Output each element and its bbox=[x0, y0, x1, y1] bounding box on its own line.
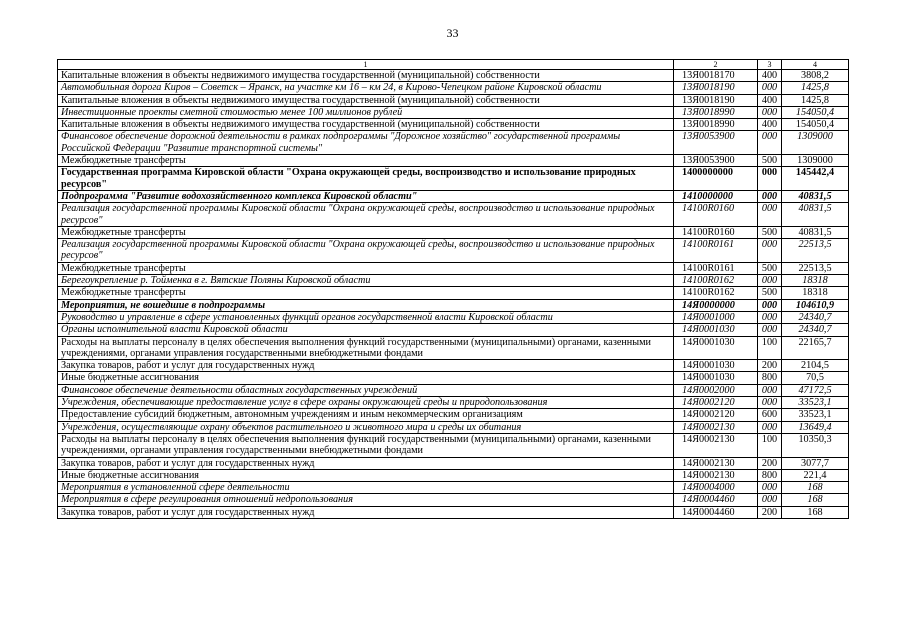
table-row bbox=[58, 262, 849, 274]
table-row bbox=[58, 324, 849, 336]
table-header-row bbox=[58, 60, 849, 70]
page-number: 33 bbox=[446, 26, 459, 40]
table-row bbox=[58, 167, 849, 191]
row-code-cell: 13Я0018190 bbox=[674, 82, 758, 94]
row-amount-cell: 1309000 bbox=[782, 131, 849, 155]
table-row bbox=[58, 70, 849, 82]
row-code-cell: 13Я0018170 bbox=[674, 70, 758, 82]
table-row bbox=[58, 372, 849, 384]
row-name-cell: Предоставление субсидий бюджетным, автономным учреждениям и иным некоммерческим организациям bbox=[58, 409, 674, 421]
row-name-cell: Закупка товаров, работ и услуг для государственных нужд bbox=[58, 360, 674, 372]
row-code-cell: 14100R0161 bbox=[674, 239, 758, 263]
row-expense-type-cell: 000 bbox=[758, 311, 782, 323]
row-amount-cell: 33523,1 bbox=[782, 409, 849, 421]
row-name-cell: Подпрограмма "Развитие водохозяйственного комплекса Кировской области" bbox=[58, 190, 674, 202]
row-amount-cell: 24340,7 bbox=[782, 311, 849, 323]
row-expense-type-cell: 500 bbox=[758, 287, 782, 299]
row-code-cell: 13Я0053900 bbox=[674, 155, 758, 167]
row-amount-cell: 40831,5 bbox=[782, 190, 849, 202]
table-row bbox=[58, 360, 849, 372]
row-name-cell: Расходы на выплаты персоналу в целях обеспечения выполнения функций государственными (муниципальными) органами, казенными учреждениями, органами управления государственными внебюджетными фондами bbox=[58, 336, 674, 360]
row-code-cell: 13Я0018990 bbox=[674, 106, 758, 118]
row-expense-type-cell: 000 bbox=[758, 203, 782, 227]
row-code-cell: 14Я0002130 bbox=[674, 457, 758, 469]
row-name-cell: Реализация государственной программы Кировской области "Охрана окружающей среды, воспроизводство и использование природных ресурсов" bbox=[58, 239, 674, 263]
row-name-cell: Государственная программа Кировской области "Охрана окружающей среды, воспроизводство и использование природных ресурсов" bbox=[58, 167, 674, 191]
row-code-cell: 13Я0053900 bbox=[674, 131, 758, 155]
table-row bbox=[58, 287, 849, 299]
table-row bbox=[58, 409, 849, 421]
row-expense-type-cell: 100 bbox=[758, 433, 782, 457]
column-header: 4 bbox=[782, 60, 849, 70]
table-row bbox=[58, 397, 849, 409]
table-row bbox=[58, 384, 849, 396]
table-row bbox=[58, 469, 849, 481]
row-name-cell: Капитальные вложения в объекты недвижимого имущества государственной (муниципальной) собственности bbox=[58, 119, 674, 131]
table-row bbox=[58, 433, 849, 457]
row-amount-cell: 13649,4 bbox=[782, 421, 849, 433]
row-amount-cell: 10350,3 bbox=[782, 433, 849, 457]
budget-table-body bbox=[58, 60, 849, 519]
row-expense-type-cell: 200 bbox=[758, 360, 782, 372]
row-name-cell: Финансовое обеспечение деятельности областных государственных учреждений bbox=[58, 384, 674, 396]
table-row bbox=[58, 299, 849, 311]
row-code-cell: 13Я0018990 bbox=[674, 119, 758, 131]
row-name-cell: Закупка товаров, работ и услуг для государственных нужд bbox=[58, 506, 674, 518]
row-amount-cell: 22165,7 bbox=[782, 336, 849, 360]
row-name-cell: Автомобильная дорога Киров – Советск – Яранск, на участке км 16 – км 24, в Кирово-Чепецком районе Кировской области bbox=[58, 82, 674, 94]
row-amount-cell: 1425,8 bbox=[782, 82, 849, 94]
row-code-cell: 14Я0001030 bbox=[674, 324, 758, 336]
table-row bbox=[58, 311, 849, 323]
row-code-cell: 14Я0002130 bbox=[674, 433, 758, 457]
row-expense-type-cell: 200 bbox=[758, 457, 782, 469]
row-expense-type-cell: 500 bbox=[758, 226, 782, 238]
row-expense-type-cell: 400 bbox=[758, 94, 782, 106]
row-expense-type-cell: 000 bbox=[758, 299, 782, 311]
row-code-cell: 14100R0162 bbox=[674, 275, 758, 287]
row-amount-cell: 40831,5 bbox=[782, 226, 849, 238]
row-name-cell: Финансовое обеспечение дорожной деятельности в рамках подпрограммы "Дорожное хозяйство" государственной программы Российской Федерации "Развитие транспортной системы" bbox=[58, 131, 674, 155]
row-name-cell: Инвестиционные проекты сметной стоимостью менее 100 миллионов рублей bbox=[58, 106, 674, 118]
row-amount-cell: 3808,2 bbox=[782, 70, 849, 82]
row-name-cell: Мероприятия в сфере регулирования отношений недропользования bbox=[58, 494, 674, 506]
row-expense-type-cell: 200 bbox=[758, 506, 782, 518]
row-code-cell: 14Я0002120 bbox=[674, 409, 758, 421]
row-expense-type-cell: 000 bbox=[758, 482, 782, 494]
row-code-cell: 1400000000 bbox=[674, 167, 758, 191]
table-row bbox=[58, 239, 849, 263]
row-amount-cell: 168 bbox=[782, 506, 849, 518]
budget-table bbox=[57, 59, 849, 519]
row-code-cell: 14Я0002130 bbox=[674, 421, 758, 433]
row-amount-cell: 3077,7 bbox=[782, 457, 849, 469]
row-code-cell: 14Я0001000 bbox=[674, 311, 758, 323]
table-row bbox=[58, 421, 849, 433]
row-name-cell: Межбюджетные трансферты bbox=[58, 155, 674, 167]
row-name-cell: Межбюджетные трансферты bbox=[58, 226, 674, 238]
row-amount-cell: 24340,7 bbox=[782, 324, 849, 336]
row-expense-type-cell: 000 bbox=[758, 82, 782, 94]
table-row bbox=[58, 203, 849, 227]
row-amount-cell: 104610,9 bbox=[782, 299, 849, 311]
row-name-cell: Иные бюджетные ассигнования bbox=[58, 469, 674, 481]
row-code-cell: 14100R0160 bbox=[674, 226, 758, 238]
row-amount-cell: 22513,5 bbox=[782, 239, 849, 263]
row-amount-cell: 154050,4 bbox=[782, 106, 849, 118]
table-row bbox=[58, 457, 849, 469]
table-row bbox=[58, 82, 849, 94]
table-row bbox=[58, 275, 849, 287]
column-header: 1 bbox=[58, 60, 674, 70]
row-code-cell: 14Я0004460 bbox=[674, 506, 758, 518]
row-expense-type-cell: 000 bbox=[758, 239, 782, 263]
column-header: 3 bbox=[758, 60, 782, 70]
row-code-cell: 14Я0002000 bbox=[674, 384, 758, 396]
row-name-cell: Закупка товаров, работ и услуг для государственных нужд bbox=[58, 457, 674, 469]
row-code-cell: 14Я0000000 bbox=[674, 299, 758, 311]
row-expense-type-cell: 000 bbox=[758, 384, 782, 396]
row-amount-cell: 168 bbox=[782, 482, 849, 494]
row-code-cell: 14Я0001030 bbox=[674, 336, 758, 360]
table-row bbox=[58, 336, 849, 360]
table-row bbox=[58, 482, 849, 494]
table-row bbox=[58, 94, 849, 106]
row-amount-cell: 33523,1 bbox=[782, 397, 849, 409]
row-code-cell: 14Я0002130 bbox=[674, 469, 758, 481]
row-code-cell: 14Я0001030 bbox=[674, 372, 758, 384]
table-row bbox=[58, 119, 849, 131]
row-amount-cell: 2104,5 bbox=[782, 360, 849, 372]
row-name-cell: Межбюджетные трансферты bbox=[58, 287, 674, 299]
table-row bbox=[58, 506, 849, 518]
row-expense-type-cell: 000 bbox=[758, 275, 782, 287]
row-amount-cell: 22513,5 bbox=[782, 262, 849, 274]
row-amount-cell: 40831,5 bbox=[782, 203, 849, 227]
row-name-cell: Межбюджетные трансферты bbox=[58, 262, 674, 274]
row-expense-type-cell: 000 bbox=[758, 106, 782, 118]
row-code-cell: 14100R0162 bbox=[674, 287, 758, 299]
row-expense-type-cell: 500 bbox=[758, 155, 782, 167]
row-expense-type-cell: 000 bbox=[758, 397, 782, 409]
row-amount-cell: 168 bbox=[782, 494, 849, 506]
table-row bbox=[58, 226, 849, 238]
row-code-cell: 14Я0002120 bbox=[674, 397, 758, 409]
row-expense-type-cell: 000 bbox=[758, 324, 782, 336]
row-expense-type-cell: 400 bbox=[758, 119, 782, 131]
row-amount-cell: 70,5 bbox=[782, 372, 849, 384]
row-name-cell: Капитальные вложения в объекты недвижимого имущества государственной (муниципальной) собственности bbox=[58, 94, 674, 106]
table-row bbox=[58, 494, 849, 506]
row-expense-type-cell: 400 bbox=[758, 70, 782, 82]
row-code-cell: 1410000000 bbox=[674, 190, 758, 202]
row-code-cell: 14100R0161 bbox=[674, 262, 758, 274]
row-amount-cell: 154050,4 bbox=[782, 119, 849, 131]
row-amount-cell: 47172,5 bbox=[782, 384, 849, 396]
row-code-cell: 14Я0004460 bbox=[674, 494, 758, 506]
row-expense-type-cell: 000 bbox=[758, 167, 782, 191]
row-expense-type-cell: 500 bbox=[758, 262, 782, 274]
row-name-cell: Мероприятия, не вошедшие в подпрограммы bbox=[58, 299, 674, 311]
row-expense-type-cell: 000 bbox=[758, 421, 782, 433]
row-amount-cell: 1425,8 bbox=[782, 94, 849, 106]
table-row bbox=[58, 106, 849, 118]
row-name-cell: Капитальные вложения в объекты недвижимого имущества государственной (муниципальной) собственности bbox=[58, 70, 674, 82]
row-expense-type-cell: 000 bbox=[758, 190, 782, 202]
row-expense-type-cell: 000 bbox=[758, 131, 782, 155]
row-code-cell: 14Я0004000 bbox=[674, 482, 758, 494]
row-amount-cell: 145442,4 bbox=[782, 167, 849, 191]
row-code-cell: 14Я0001030 bbox=[674, 360, 758, 372]
row-expense-type-cell: 100 bbox=[758, 336, 782, 360]
table-row bbox=[58, 190, 849, 202]
row-amount-cell: 18318 bbox=[782, 287, 849, 299]
row-expense-type-cell: 800 bbox=[758, 469, 782, 481]
row-amount-cell: 221,4 bbox=[782, 469, 849, 481]
row-name-cell: Учреждения, осуществляющие охрану объектов растительного и животного мира и среды их обитания bbox=[58, 421, 674, 433]
row-name-cell: Иные бюджетные ассигнования bbox=[58, 372, 674, 384]
row-name-cell: Реализация государственной программы Кировской области "Охрана окружающей среды, воспроизводство и использование природных ресурсов" bbox=[58, 203, 674, 227]
row-name-cell: Руководство и управление в сфере установленных функций органов государственной власти Кировской области bbox=[58, 311, 674, 323]
column-header: 2 bbox=[674, 60, 758, 70]
row-name-cell: Расходы на выплаты персоналу в целях обеспечения выполнения функций государственными (муниципальными) органами, казенными учреждениями, органами управления государственными внебюджетными фондами bbox=[58, 433, 674, 457]
row-amount-cell: 1309000 bbox=[782, 155, 849, 167]
row-expense-type-cell: 800 bbox=[758, 372, 782, 384]
row-expense-type-cell: 000 bbox=[758, 494, 782, 506]
row-name-cell: Мероприятия в установленной сфере деятельности bbox=[58, 482, 674, 494]
row-amount-cell: 18318 bbox=[782, 275, 849, 287]
row-name-cell: Органы исполнительной власти Кировской области bbox=[58, 324, 674, 336]
row-name-cell: Берегоукрепление р. Тойменка в г. Вятские Поляны Кировской области bbox=[58, 275, 674, 287]
table-row bbox=[58, 131, 849, 155]
row-expense-type-cell: 600 bbox=[758, 409, 782, 421]
row-code-cell: 14100R0160 bbox=[674, 203, 758, 227]
row-code-cell: 13Я0018190 bbox=[674, 94, 758, 106]
table-row bbox=[58, 155, 849, 167]
row-name-cell: Учреждения, обеспечивающие предоставление услуг в сфере охраны окружающей среды и природопользования bbox=[58, 397, 674, 409]
